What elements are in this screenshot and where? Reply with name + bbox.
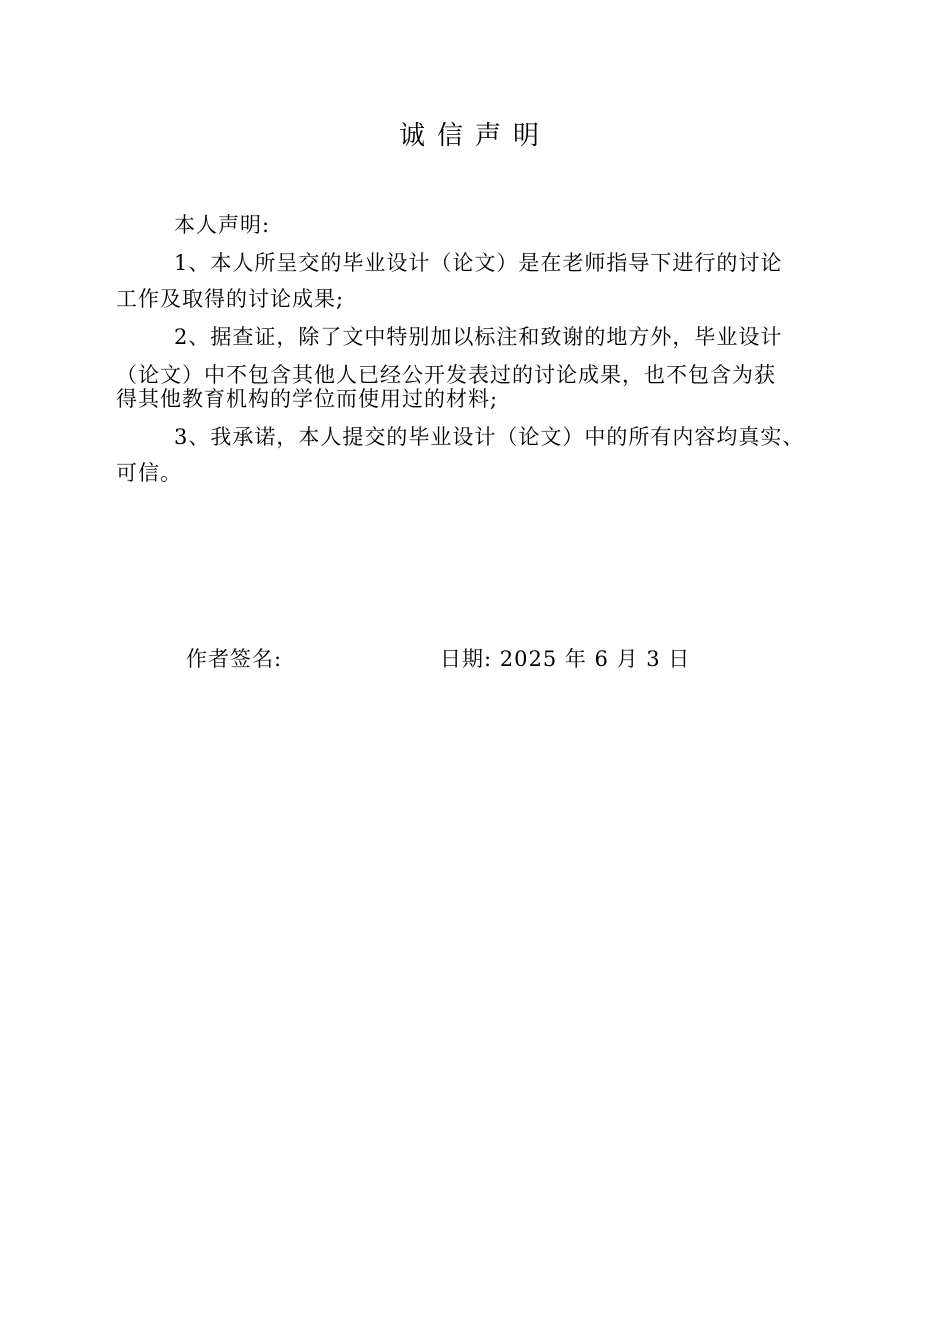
date-label: 日期: 2025 年 6 月 3 日 — [440, 647, 691, 671]
intro-text: 本人声明: — [174, 213, 271, 237]
paragraph-1-line-2: 工作及取得的讨论成果; — [116, 287, 345, 311]
paragraph-2-line-3: 得其他教育机构的学位而使用过的材料; — [116, 387, 499, 411]
page-title: 诚信声明 — [398, 121, 551, 151]
paragraph-2-line-1: 2、据查证，除了文中特别加以标注和致谢的地方外，毕业设计 — [174, 325, 783, 349]
author-signature-label: 作者签名: — [186, 647, 283, 671]
paragraph-2-line-2: （论文）中不包含其他人已经公开发表过的讨论成果，也不包含为获 — [116, 363, 776, 387]
paragraph-1-line-1: 1、本人所呈交的毕业设计（论文）是在老师指导下进行的讨论 — [174, 251, 783, 275]
paragraph-3-line-2: 可信。 — [116, 461, 182, 485]
paragraph-3-line-1: 3、我承诺，本人提交的毕业设计（论文）中的所有内容均真实、 — [174, 425, 805, 449]
